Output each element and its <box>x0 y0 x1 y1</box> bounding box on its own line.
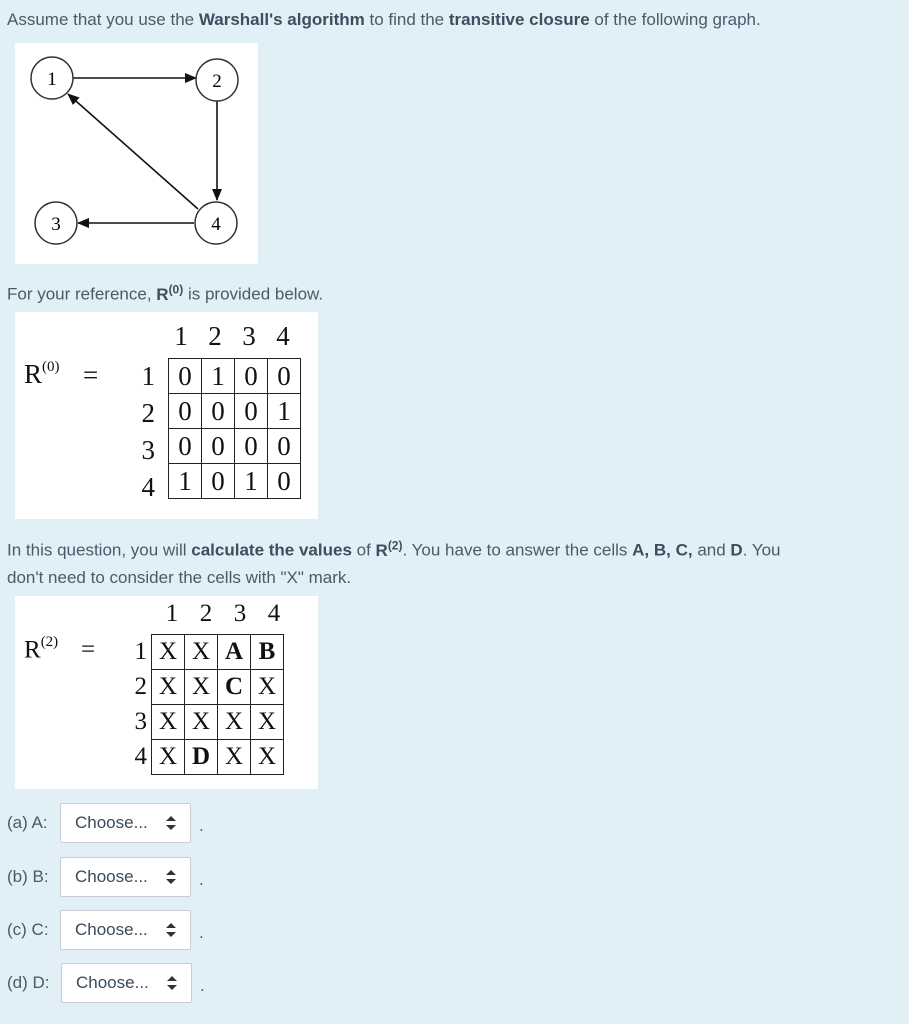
matrix-cell: 0 <box>268 429 301 464</box>
column-header: 4 <box>267 600 281 627</box>
select-updown-icon <box>167 976 177 990</box>
matrix-row <box>152 740 284 775</box>
column-header: 3 <box>242 321 256 351</box>
svg-text:2: 2 <box>212 71 222 92</box>
row-header: 2 <box>134 673 147 700</box>
intro-text: Assume that you use the Warshall's algorithm to find the transitive closure of the following graph. <box>7 10 761 29</box>
matrix-row <box>152 670 284 705</box>
column-header: 4 <box>276 321 290 351</box>
matrix-cell: X <box>185 670 218 705</box>
matrix-cell: 0 <box>169 429 202 464</box>
svg-text:3: 3 <box>51 214 61 235</box>
matrix-cell: 0 <box>235 394 268 429</box>
select-updown-icon <box>166 816 176 830</box>
r2-label: $R^{(2)}$ <box>24 634 59 664</box>
matrix-cell: 0 <box>169 359 202 394</box>
answer-a-label: (a) A: <box>7 813 48 832</box>
answer-a-period: . <box>199 816 204 835</box>
matrix-cell: 0 <box>235 429 268 464</box>
matrix-cell: 1 <box>169 464 202 499</box>
matrix-cell: X <box>152 670 185 705</box>
matrix-cell: 0 <box>202 464 235 499</box>
r2-matrix-figure <box>15 596 318 789</box>
row-header: 4 <box>141 472 155 502</box>
answer-d-select[interactable] <box>61 963 192 1003</box>
directed-graph <box>15 43 258 264</box>
select-updown-icon <box>166 923 176 937</box>
matrix-cell-a: A <box>218 635 251 670</box>
matrix-cell: X <box>152 635 185 670</box>
answer-d-period: . <box>200 976 205 995</box>
matrix-row <box>169 464 301 499</box>
row-header: 3 <box>134 708 147 735</box>
row-header: 1 <box>141 361 155 391</box>
matrix-cell: X <box>251 740 284 775</box>
matrix-cell: 0 <box>235 359 268 394</box>
matrix-cell: 0 <box>202 429 235 464</box>
r2-row-headers <box>127 634 147 774</box>
matrix-row <box>169 359 301 394</box>
row-header: 3 <box>141 435 155 465</box>
matrix-cell-d: D <box>185 740 218 775</box>
matrix-cell: 1 <box>268 394 301 429</box>
r0-row-headers <box>135 358 155 506</box>
r2-column-headers <box>155 600 291 628</box>
matrix-row <box>152 705 284 740</box>
answer-b-label: (b) B: <box>7 867 49 886</box>
r0-label: $R^{(0)}$ <box>24 359 60 389</box>
answer-d-label: (d) D: <box>7 973 50 992</box>
select-value: Choose... <box>75 920 148 939</box>
answer-b-select[interactable] <box>60 857 191 897</box>
answer-c-period: . <box>199 923 204 942</box>
column-header: 1 <box>165 600 179 627</box>
matrix-cell: 0 <box>268 464 301 499</box>
column-header: 3 <box>233 600 247 627</box>
matrix-cell: X <box>218 705 251 740</box>
matrix-cell: X <box>251 705 284 740</box>
graph-node-1 <box>31 57 73 99</box>
question-text: In this question, you will calculate the values of $R^{(2)}$. You have to answer the cells A, B, C, and D. You don't need to consider the cells with "X" mark. <box>7 538 781 587</box>
edge-4-1 <box>68 94 198 209</box>
answer-c-label: (c) C: <box>7 920 49 939</box>
matrix-cell: X <box>185 635 218 670</box>
matrix-cell: X <box>185 705 218 740</box>
matrix-cell-b: B <box>251 635 284 670</box>
select-updown-icon <box>166 870 176 884</box>
answer-a-select[interactable] <box>60 803 191 843</box>
matrix-cell: X <box>152 705 185 740</box>
matrix-cell: X <box>152 740 185 775</box>
answer-b-period: . <box>199 870 204 889</box>
matrix-row <box>169 429 301 464</box>
r2-equals: = <box>81 636 96 663</box>
matrix-cell: 0 <box>202 394 235 429</box>
matrix-row <box>152 635 284 670</box>
r2-matrix <box>151 634 284 775</box>
matrix-row <box>169 394 301 429</box>
matrix-cell: X <box>218 740 251 775</box>
r0-equals: = <box>83 360 99 390</box>
graph-figure <box>15 43 258 264</box>
answer-c-select[interactable] <box>60 910 191 950</box>
column-header: 2 <box>208 321 222 351</box>
row-header: 2 <box>141 398 155 428</box>
matrix-cell: X <box>251 670 284 705</box>
column-header: 1 <box>174 321 188 351</box>
select-value: Choose... <box>75 867 148 886</box>
svg-text:4: 4 <box>211 214 221 235</box>
select-value: Choose... <box>75 813 148 832</box>
reference-text: For your reference, $R^{(0)}$ is provided below. <box>7 282 324 304</box>
matrix-cell: 0 <box>169 394 202 429</box>
matrix-cell: 1 <box>235 464 268 499</box>
graph-node-2 <box>196 59 238 101</box>
r0-matrix-figure <box>15 312 318 519</box>
svg-text:1: 1 <box>47 69 57 90</box>
r0-matrix <box>168 358 301 499</box>
matrix-cell: 0 <box>268 359 301 394</box>
matrix-cell: 1 <box>202 359 235 394</box>
row-header: 4 <box>134 743 147 770</box>
select-value: Choose... <box>76 973 149 992</box>
r0-column-headers <box>164 321 300 352</box>
matrix-cell-c: C <box>218 670 251 705</box>
graph-node-3 <box>35 202 77 244</box>
row-header: 1 <box>134 638 147 665</box>
graph-node-4 <box>195 202 237 244</box>
column-header: 2 <box>199 600 213 627</box>
